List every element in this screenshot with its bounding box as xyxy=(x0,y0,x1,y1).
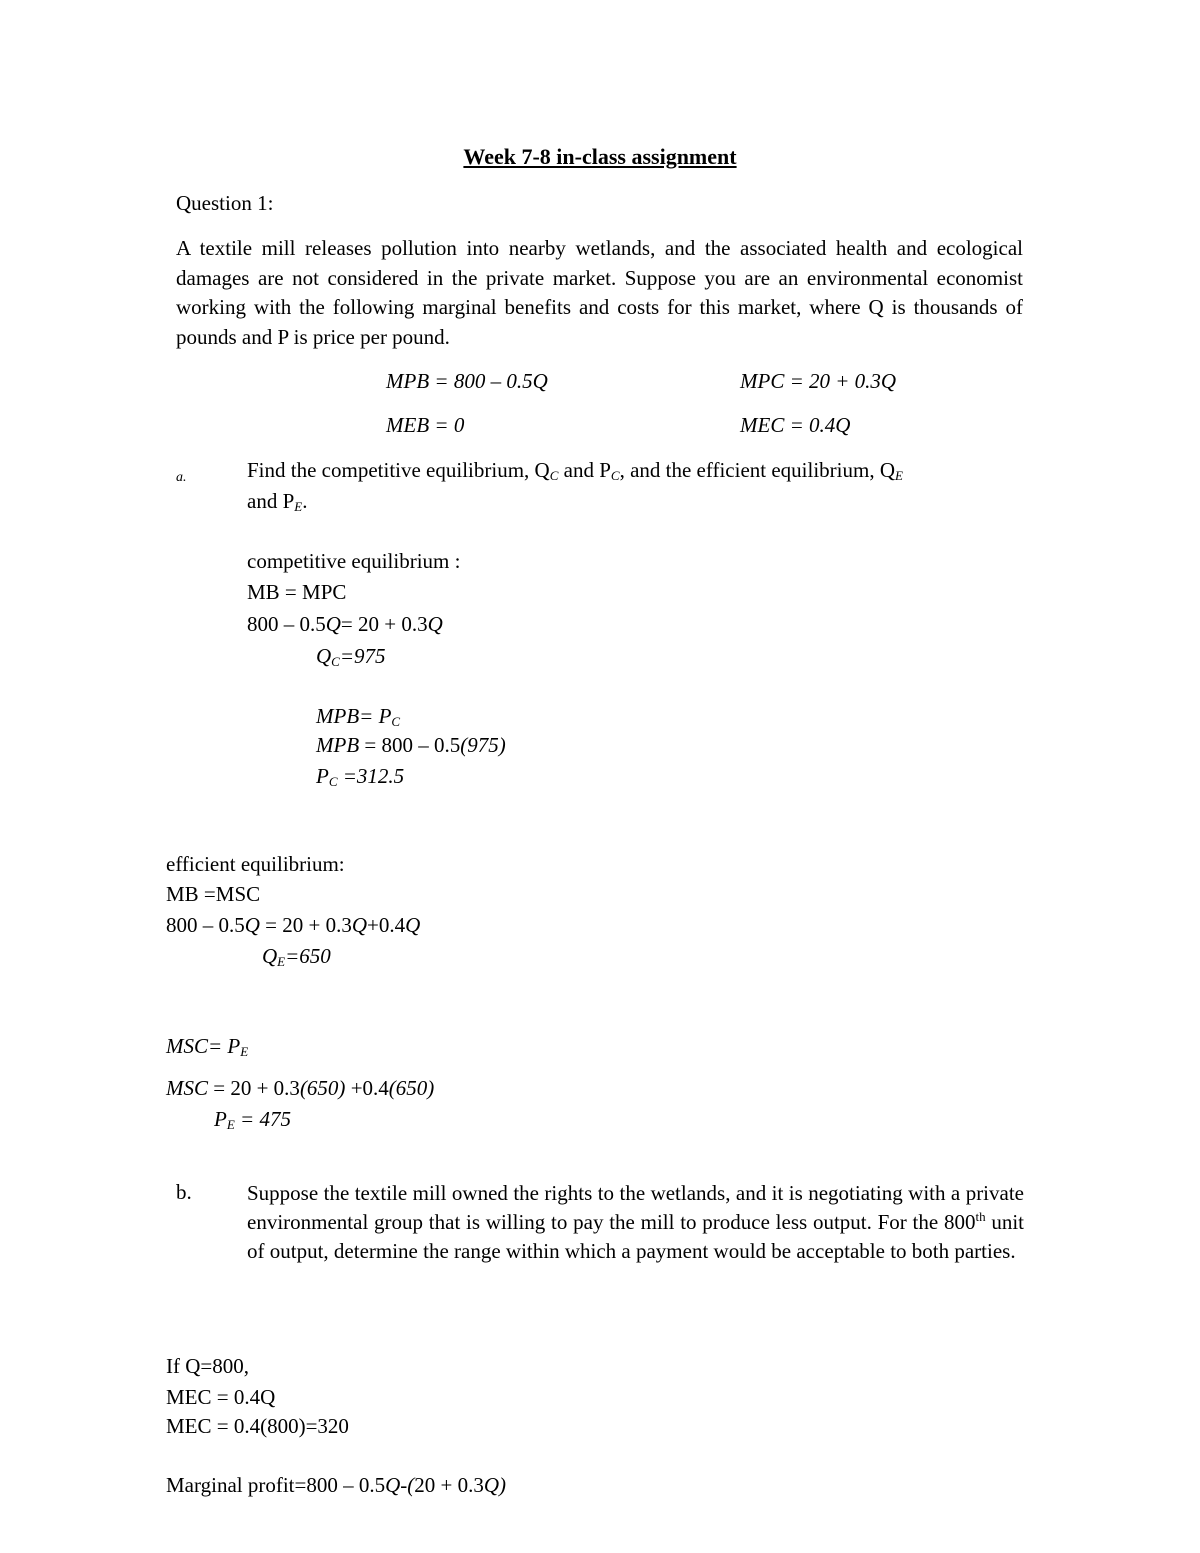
marginal-profit-line: Marginal profit=800 – 0.5Q-(20 + 0.3Q) xyxy=(166,1473,507,1497)
part-b-question: Suppose the textile mill owned the rights to the wetlands, and it is negotiating with a private environmental group that is willing to pay the mill to produce less output. For the 800th unit of output, determine the range within which a payment would be acceptable to both parties. xyxy=(247,1181,1024,1263)
equation-mpc: MPC = 20 + 0.3Q xyxy=(740,369,897,393)
part-b-label: b. xyxy=(176,1180,192,1204)
efficient-line1: MB =MSC xyxy=(166,882,261,906)
qe-result: $Q_E=650$ xyxy=(262,944,331,969)
question-label: Question 1: xyxy=(176,191,274,215)
part-b-line2: MEC = 0.4Q xyxy=(166,1385,276,1409)
part-b-line3: MEC = 0.4(800)=320 xyxy=(166,1414,349,1438)
part-a-question-line2: and $P_E$. xyxy=(247,489,308,514)
page-title: Week 7-8 in-class assignment xyxy=(463,144,737,169)
qc-result: $Q_C=975$ xyxy=(316,644,386,669)
equation-meb: MEB = 0 xyxy=(386,413,465,437)
part-a-question-line1: Find the competitive equilibrium, $Q_C$ and $P_C$, and the efficient equilibrium, $Q_E$ xyxy=(247,458,903,483)
msc-equation1: $MSC= P_E$ xyxy=(166,1034,249,1059)
pc-result: $P_C =312.5$ xyxy=(316,764,405,789)
intro-paragraph: A textile mill releases pollution into nearby wetlands, and the associated health and ecological damages are not considered in the private market. Suppose you are an environmental economist working with the following marginal benefits and costs for this market, where Q is thousands of pounds and P is price per pound. xyxy=(176,236,1023,349)
msc-equation2: MSC = 20 + 0.3(650) +0.4(650) xyxy=(166,1076,435,1100)
efficient-heading: efficient equilibrium: xyxy=(166,852,345,876)
equation-mec: MEC = 0.4Q xyxy=(740,413,851,437)
part-b-line1: If Q=800, xyxy=(166,1354,249,1378)
equation-mpb: MPB = 800 – 0.5Q xyxy=(386,369,548,393)
efficient-line2: 800 – 0.5Q = 20 + 0.3Q+0.4Q xyxy=(166,913,421,937)
part-a-label: a. xyxy=(176,470,187,485)
competitive-line2: 800 – 0.5Q= 20 + 0.3Q xyxy=(247,612,443,636)
competitive-heading: competitive equilibrium : xyxy=(247,549,461,573)
competitive-line1: MB = MPC xyxy=(247,580,347,604)
pc-equation1: $MPB= P_C$ xyxy=(316,704,401,729)
pe-result: $P_E = 475$ xyxy=(214,1107,291,1132)
pc-equation2: MPB = 800 – 0.5(975) xyxy=(316,733,506,757)
